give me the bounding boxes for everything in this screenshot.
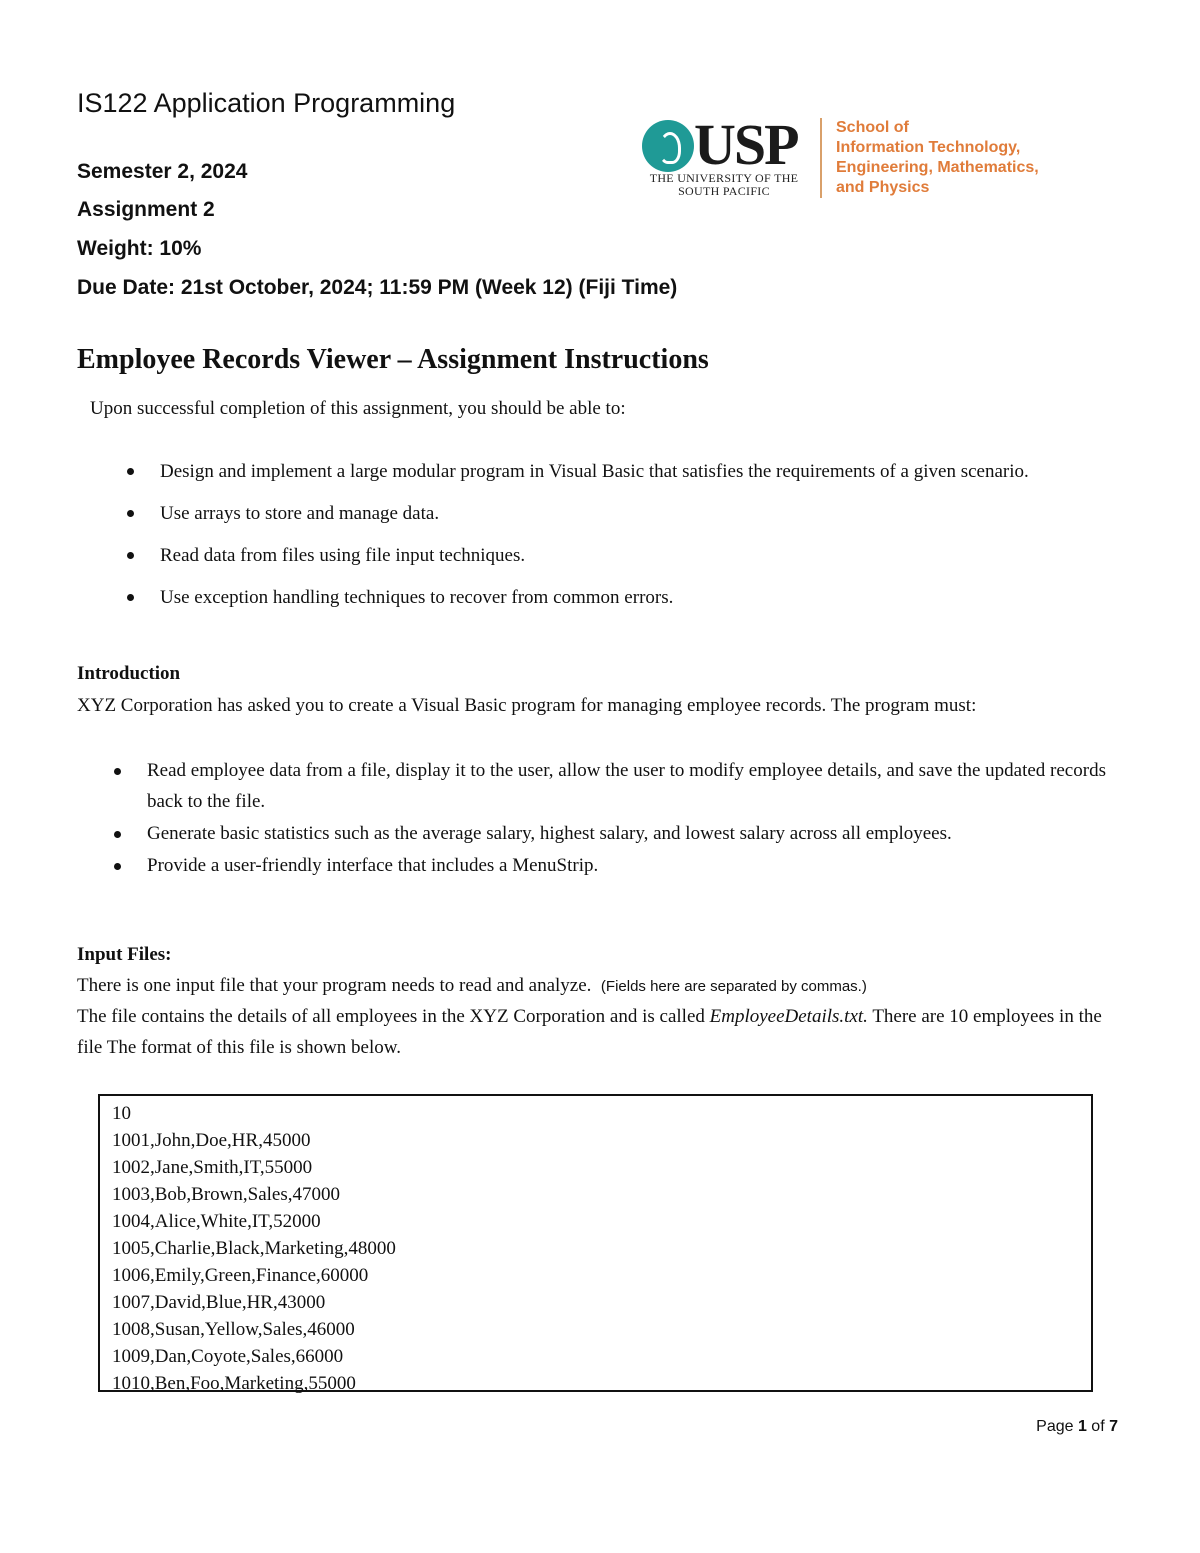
requirements-list (112, 755, 1112, 882)
file-line: 1002,Jane,Smith,IT,55000 (112, 1157, 313, 1178)
list-item: Use arrays to store and manage data. (125, 494, 1105, 534)
university-name: THE UNIVERSITY OF THE SOUTH PACIFIC (649, 171, 799, 198)
weight-label: Weight: 10% (77, 237, 202, 260)
fields-note: (Fields here are separated by commas.) (600, 978, 867, 995)
school-name: School of Information Technology, Engineering, Mathematics, and Physics (836, 119, 1039, 196)
file-line: 1004,Alice,White,IT,52000 (112, 1211, 321, 1232)
file-line: 10 (112, 1103, 131, 1124)
list-item: Read data from files using file input techniques. (125, 536, 1105, 576)
file-line: 1009,Dan,Coyote,Sales,66000 (112, 1346, 344, 1367)
usp-emblem-icon (642, 120, 694, 172)
logo-divider (820, 118, 822, 198)
usp-logo (640, 112, 1100, 207)
list-item: Use exception handling techniques to recover from common errors. (125, 578, 1105, 618)
file-name: EmployeeDetails.txt. (709, 1006, 868, 1027)
list-item: Read employee data from a file, display it to the user, allow the user to modify employee details, and save the updated records back to the file. (112, 755, 1112, 817)
introduction-text: XYZ Corporation has asked you to create a Visual Basic program for managing employee records. The program must: (77, 695, 977, 716)
usp-wordmark: USP (694, 112, 798, 177)
introduction-heading: Introduction (77, 663, 181, 684)
input-files-line1: There is one input file that your program needs to read and analyze. (Fields here are separated by commas.) (77, 975, 867, 996)
file-line: 1005,Charlie,Black,Marketing,48000 (112, 1238, 396, 1259)
semester-label: Semester 2, 2024 (77, 160, 248, 183)
file-line: 1001,John,Doe,HR,45000 (112, 1130, 311, 1151)
list-item: Design and implement a large modular program in Visual Basic that satisfies the requirements of a given scenario. (125, 452, 1105, 492)
course-title: IS122 Application Programming (77, 88, 456, 118)
file-line: 1006,Emily,Green,Finance,60000 (112, 1265, 369, 1286)
input-files-heading: Input Files: (77, 944, 172, 965)
file-line: 1010,Ben,Foo,Marketing,55000 (112, 1373, 356, 1394)
file-format-box (98, 1094, 1093, 1392)
file-line: 1003,Bob,Brown,Sales,47000 (112, 1184, 340, 1205)
file-line: 1008,Susan,Yellow,Sales,46000 (112, 1319, 355, 1340)
document-title: Employee Records Viewer – Assignment Instructions (77, 344, 709, 375)
objectives-list (125, 452, 1105, 620)
due-date-label: Due Date: 21st October, 2024; 11:59 PM (Week 12) (Fiji Time) (77, 276, 678, 299)
objectives-intro: Upon successful completion of this assignment, you should be able to: (90, 398, 626, 419)
list-item: Provide a user-friendly interface that includes a MenuStrip. (112, 850, 1112, 881)
input-files-description: The file contains the details of all employees in the XYZ Corporation and is called EmployeeDetails.txt. There are 10 employees in the file The format of this file is shown below. (77, 1006, 1102, 1058)
assignment-label: Assignment 2 (77, 198, 215, 221)
list-item: Generate basic statistics such as the average salary, highest salary, and lowest salary across all employees. (112, 818, 1112, 849)
file-line: 1007,David,Blue,HR,43000 (112, 1292, 326, 1313)
page-number: Page 1 of 7 (1036, 1418, 1118, 1435)
